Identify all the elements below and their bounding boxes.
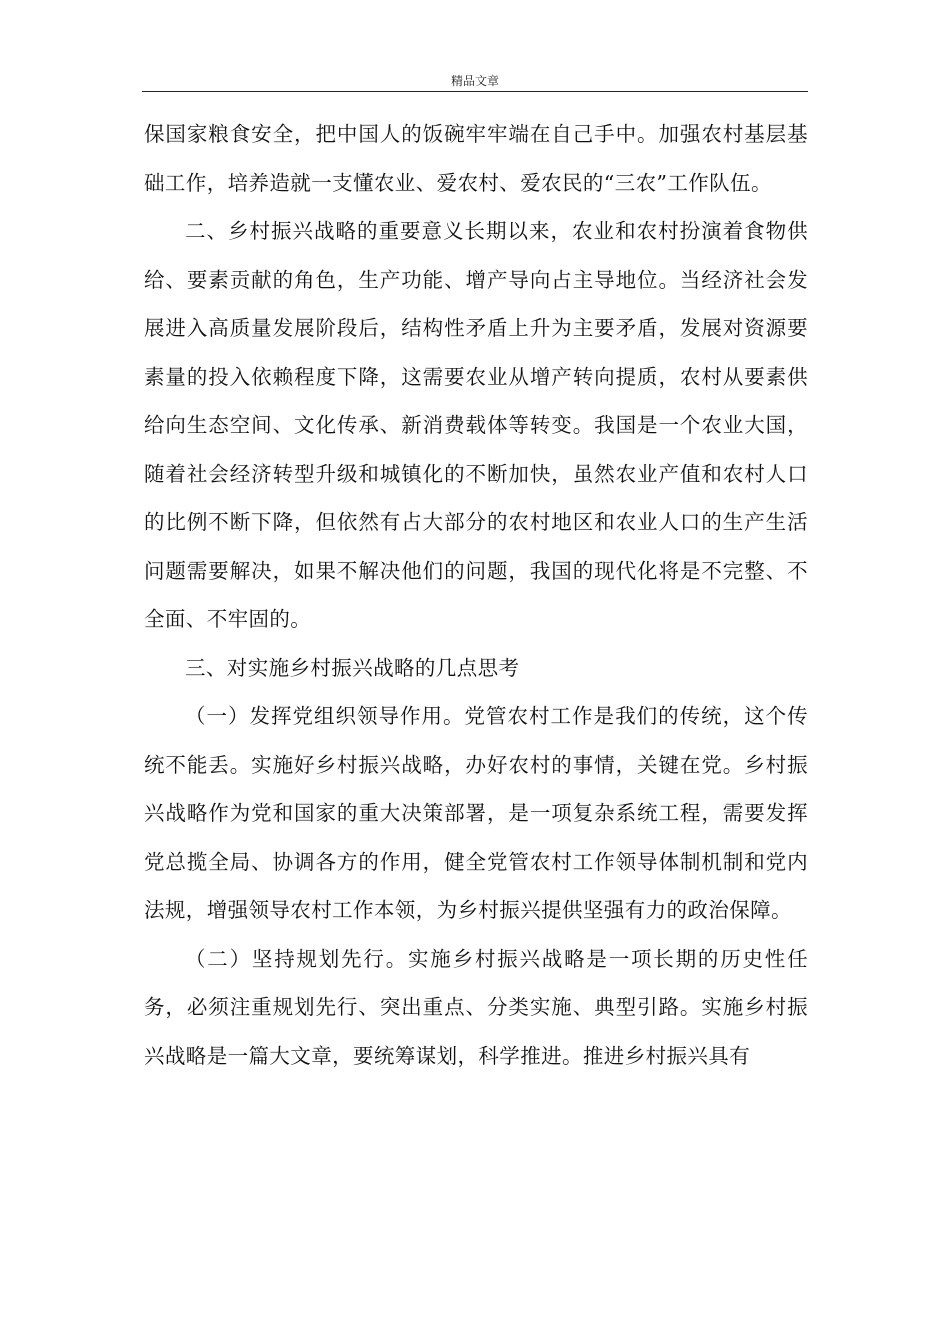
paragraph-section-two: 二、乡村振兴战略的重要意义长期以来，农业和农村扮演着食物供给、要素贡献的角色，生产功能、增产导向占主导地位。当经济社会发展进入高质量发展阶段后，结构性矛盾上升为主要矛盾，发展对资源要素量的投入依赖程度下降，这需要农业从增产转向提质，农村从要素供给向生态空间、文化传承、新消费载体等转变。我国是一个农业大国，随着社会经济转型升级和城镇化的不断加快，虽然农业产值和农村人口的比例不断下降，但依然有占大部分的农村地区和农业人口的生产生活问题需要解决，如果不解决他们的问题，我国的现代化将是不完整、不全面、不牢固的。 xyxy=(144,219,808,631)
section-heading-three: 三、对实施乡村振兴战略的几点思考 xyxy=(185,655,520,680)
paragraph-point-two: （二）坚持规划先行。实施乡村振兴战略是一项长期的历史性任务，必须注重规划先行、突出重点、分类实施、典型引路。实施乡村振兴战略是一篇大文章，要统筹谋划，科学推进。推进乡村振兴具有 xyxy=(144,946,808,1068)
paragraph-continuation: 保国家粮食安全，把中国人的饭碗牢牢端在自己手中。加强农村基层基础工作，培养造就一支懂农业、爱农村、爱农民的“三农”工作队伍。 xyxy=(144,122,808,195)
header-divider xyxy=(142,91,808,92)
page-header-title: 精品文章 xyxy=(450,74,499,88)
document-body xyxy=(144,110,808,1080)
paragraph-point-one: （一）发挥党组织领导作用。党管农村工作是我们的传统，这个传统不能丢。实施好乡村振兴战略，办好农村的事情，关键在党。乡村振兴战略作为党和国家的重大决策部署，是一项复杂系统工程，需要发挥党总揽全局、协调各方的作用，健全党管农村工作领导体制机制和党内法规，增强领导农村工作本领，为乡村振兴提供坚强有力的政治保障。 xyxy=(144,704,808,922)
